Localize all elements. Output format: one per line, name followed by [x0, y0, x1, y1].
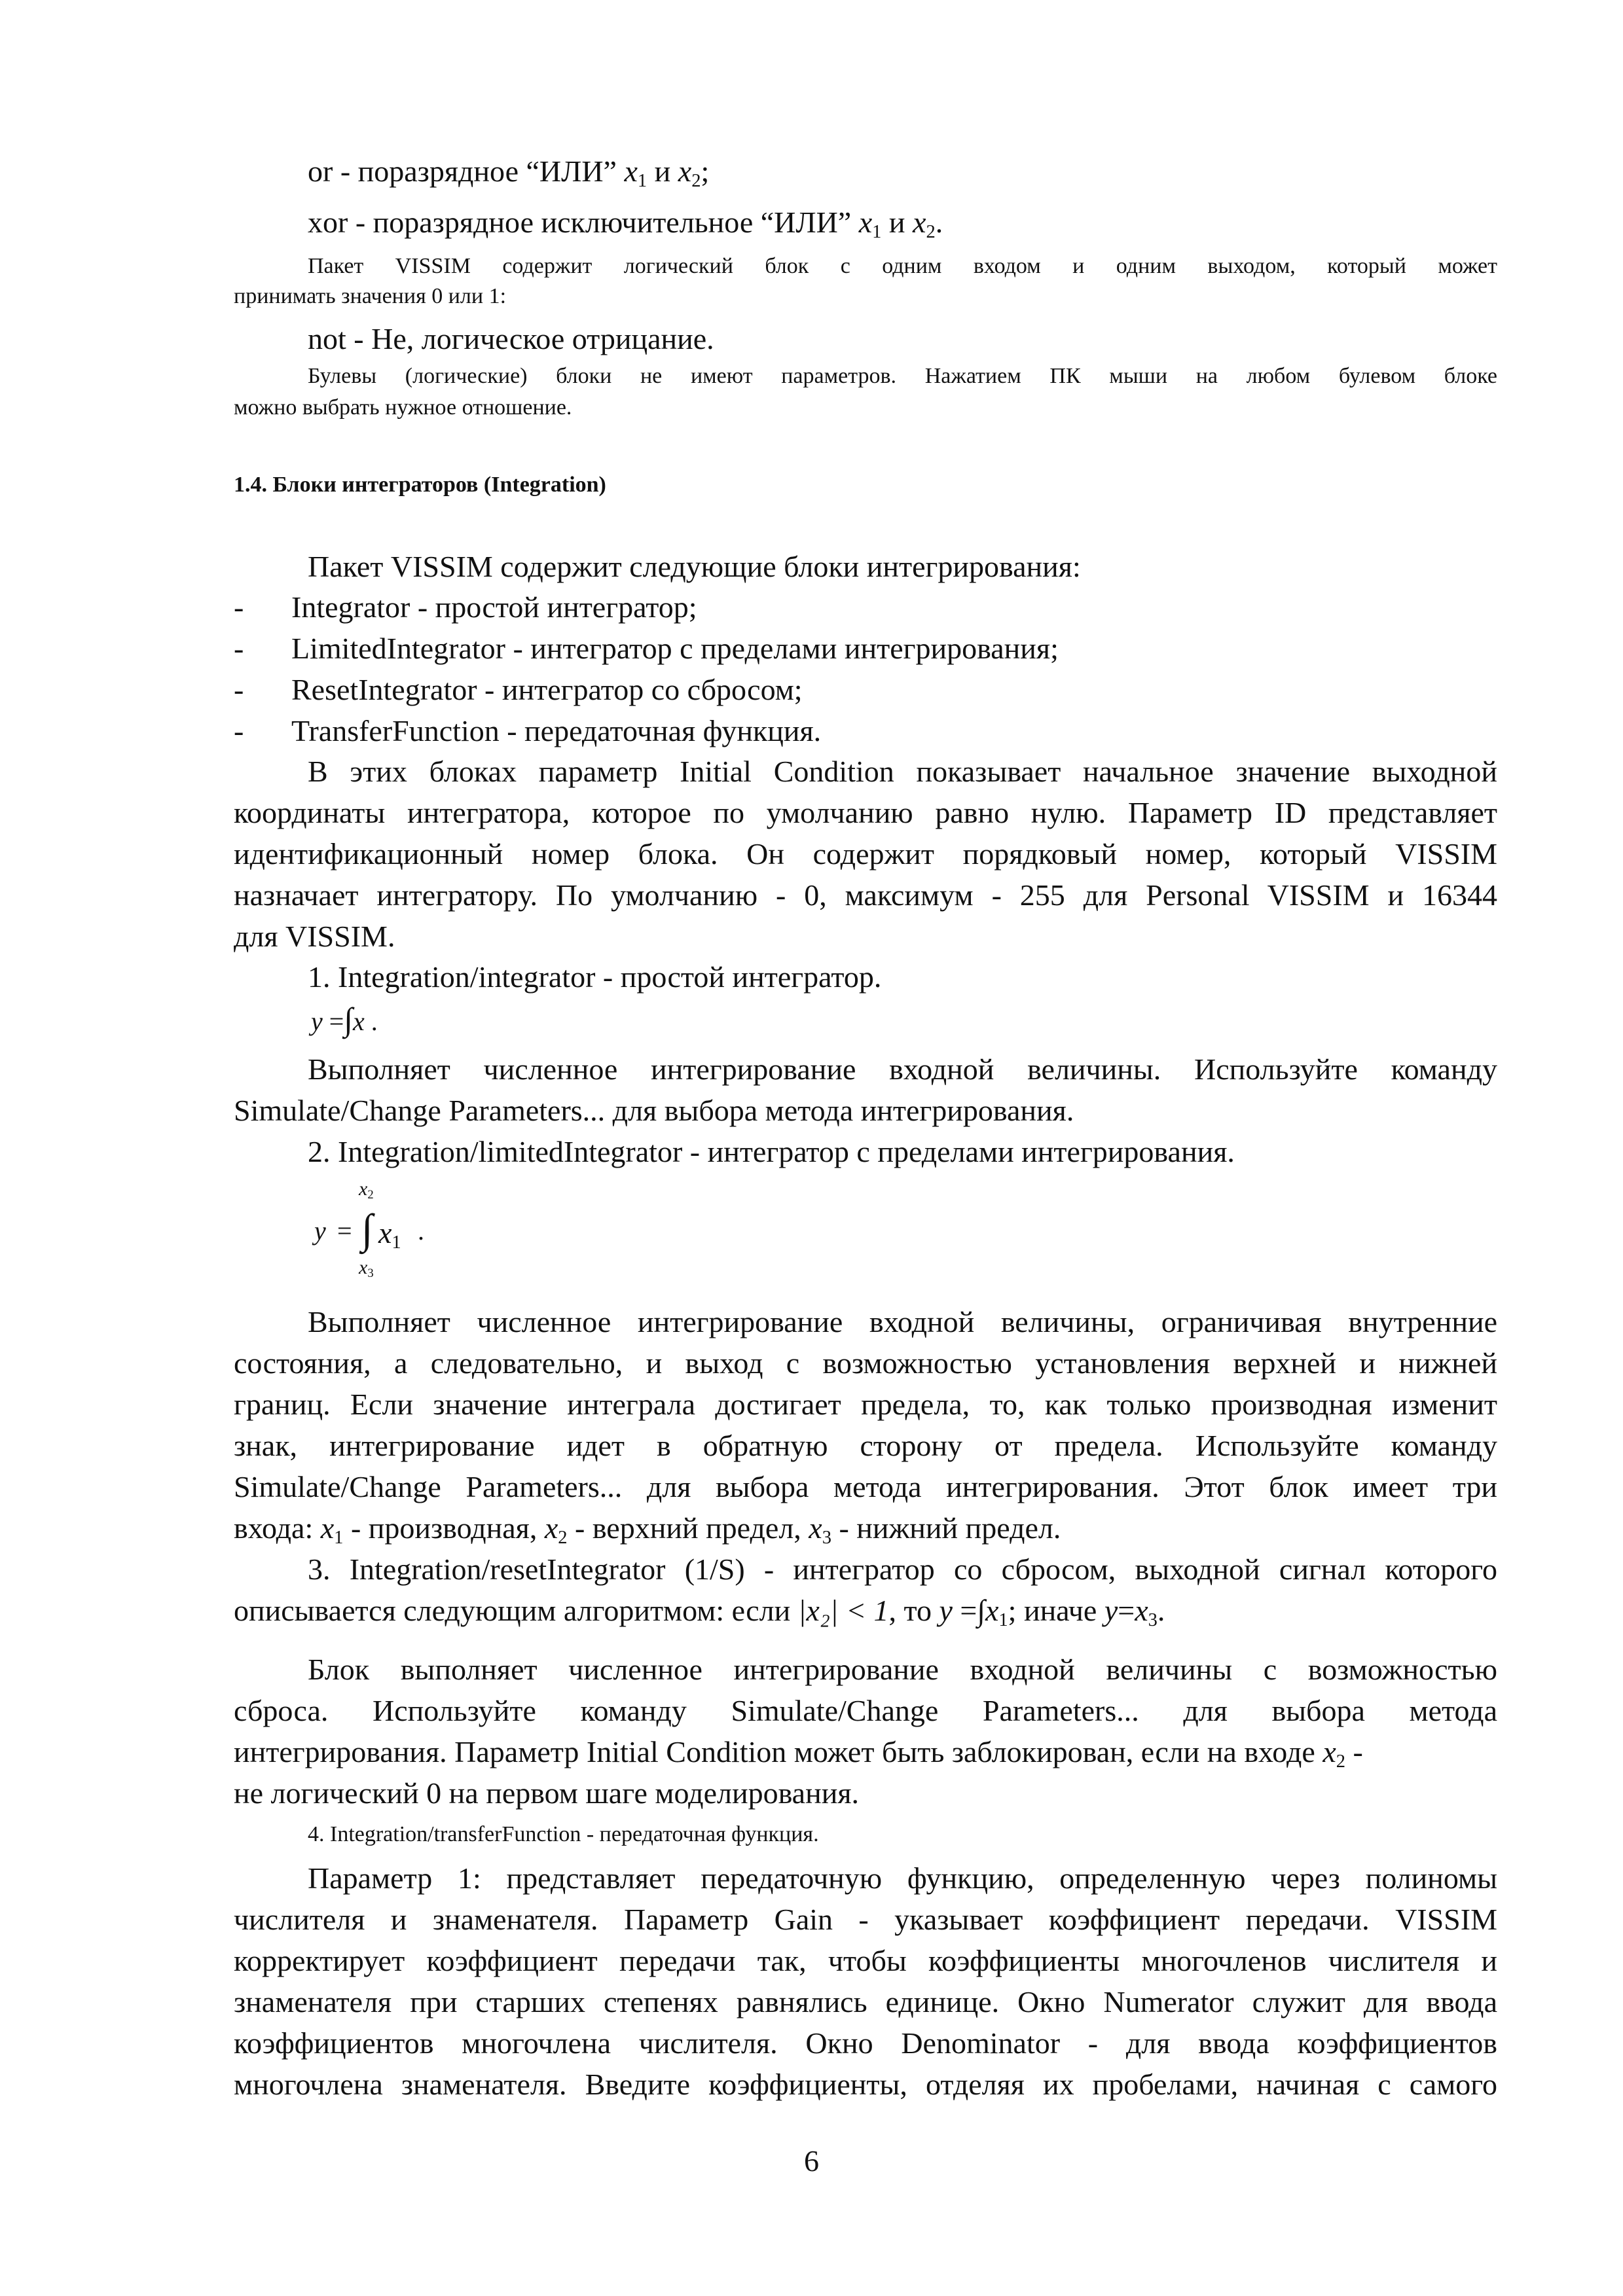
paragraph-line: Выполняет численное интегрирование входной величины, ограничивая внутренние — [308, 1305, 1497, 1338]
paragraph-line: сброса. Используйте команду Simulate/Change Parameters... для выбора метода — [234, 1694, 1497, 1727]
f2-x-sub: 1 — [392, 1232, 401, 1253]
dash: - — [1353, 1735, 1363, 1768]
semicolon: ; — [701, 154, 710, 188]
var-x1: x — [858, 206, 873, 239]
logic-block-text-1: Пакет VISSIM содержит логический блок с одним входом и одним выходом, который может — [308, 254, 1497, 278]
bullet-item: ResetIntegrator - интегратор со сбросом; — [291, 673, 803, 706]
var-x2: x — [544, 1511, 558, 1545]
paragraph-line: корректирует коэффициент передачи так, чтобы коэффициенты многочленов числителя и — [234, 1944, 1497, 1977]
formula-1 — [311, 999, 1575, 1039]
sub-2: 2 — [691, 170, 701, 191]
var-x2: x — [678, 154, 692, 188]
input-upper: - верхний предел, — [575, 1511, 801, 1545]
section-heading: 1.4. Блоки интеграторов (Integration) — [234, 473, 606, 497]
initial-condition-text: интегрирования. Параметр Initial Condition может быть заблокирован, если на входе — [234, 1735, 1315, 1768]
f4-y: y — [1104, 1594, 1118, 1627]
sub-3: 3 — [822, 1527, 831, 1548]
input-lower: - нижний предел. — [839, 1511, 1061, 1545]
f2-y: y — [314, 1216, 326, 1246]
integral-sign: ∫ — [344, 1001, 354, 1037]
algorithm-text: описывается следующим алгоритмом: если — [234, 1594, 791, 1627]
paragraph-line: числителя и знаменателя. Параметр Gain - указывает коэффициент передачи. VISSIM — [234, 1903, 1497, 1936]
reset-formula — [939, 1594, 1008, 1630]
paragraph-line: для VISSIM. — [234, 920, 395, 953]
f1-eq: = — [329, 1007, 344, 1036]
xor-line — [308, 203, 1571, 242]
f2-upper — [359, 1178, 374, 1206]
paragraph-line: не логический 0 на первом шаге моделирования. — [234, 1776, 859, 1810]
then-word: , то — [888, 1594, 932, 1627]
paragraph-line: координаты интегратора, которое по умолчанию равно нулю. Параметр ID представляет — [234, 796, 1497, 829]
var-x1: x — [624, 154, 638, 188]
var-x1: x — [320, 1511, 335, 1545]
bullet-dash: - — [234, 632, 244, 665]
paragraph-line: Simulate/Change Parameters... для выбора метода интегрирования. — [234, 1094, 1074, 1127]
paragraph-line: состояния, а следовательно, и выход с возможностью установления верхней и нижней — [234, 1346, 1497, 1380]
sub-1: 1 — [637, 170, 647, 191]
item-2: 2. Integration/limitedIntegrator - интегратор с пределами интегрирования. — [308, 1135, 1235, 1168]
bool-text-2: можно выбрать нужное отношение. — [234, 395, 572, 420]
f1-x: x — [353, 1007, 365, 1036]
or-text: or - поразрядное “ИЛИ” — [308, 154, 617, 188]
inputs-label: входа: — [234, 1511, 314, 1545]
input-derivative: - производная, — [350, 1511, 538, 1545]
bullet-item: TransferFunction - передаточная функция. — [291, 714, 822, 747]
bool-text-1: Булевы (логические) блоки не имеют параметров. Нажатием ПК мыши на любом булевом блоке — [308, 364, 1497, 388]
bullet-item: Integrator - простой интегратор; — [291, 590, 697, 624]
f3-x: x — [985, 1594, 999, 1627]
paragraph-line: границ. Если значение интеграла достигает предела, то, как только производная изменит — [234, 1388, 1497, 1421]
item-3-algorithm — [234, 1591, 1497, 1630]
sub-1: 1 — [334, 1527, 344, 1548]
f2-lower — [359, 1257, 374, 1285]
f2-integrand — [378, 1215, 401, 1261]
var-x2: x — [1322, 1735, 1336, 1768]
item-3: 3. Integration/resetIntegrator (1/S) - интегратор со сбросом, выходной сигнал которого — [308, 1552, 1497, 1586]
var-x2: x — [913, 206, 926, 239]
f3-y: y — [939, 1594, 953, 1627]
f2-lower-x: x — [359, 1257, 368, 1278]
and-word: и — [888, 206, 905, 239]
intro-text: Пакет VISSIM содержит следующие блоки интегрирования: — [308, 550, 1081, 583]
bullet-item: LimitedIntegrator - интегратор с пределами интегрирования; — [291, 632, 1059, 665]
not-line: not - Не, логическое отрицание. — [308, 322, 714, 355]
paragraph-line: назначает интегратору. По умолчанию - 0, максимум - 255 для Personal VISSIM и 16344 — [234, 878, 1497, 912]
bullet-dash: - — [234, 590, 244, 624]
paragraph-line: знак, интегрирование идет в обратную сторону от предела. Используйте команду — [234, 1429, 1497, 1462]
integral-sign: ∫ — [361, 1206, 373, 1252]
reset-else — [1104, 1594, 1158, 1630]
or-line — [308, 152, 1571, 191]
sub-1: 1 — [872, 221, 882, 242]
integral-sign: ∫ — [977, 1594, 985, 1627]
item-1: 1. Integration/integrator - простой интегратор. — [308, 960, 882, 994]
paragraph-line: В этих блоках параметр Initial Condition показывает начальное значение выходной — [308, 755, 1497, 788]
xor-text: xor - поразрядное исключительное “ИЛИ” — [308, 206, 852, 239]
f4-eq: = — [1118, 1594, 1135, 1627]
f1-y: y — [311, 1007, 323, 1036]
formula-2 — [308, 1178, 504, 1289]
sub-2: 2 — [558, 1527, 568, 1548]
paragraph-line: Блок выполняет численное интегрирование входной величины с возможностью — [308, 1653, 1497, 1686]
bullet-dash: - — [234, 673, 244, 706]
f2-upper-x: x — [359, 1178, 368, 1200]
period: . — [935, 206, 943, 239]
bullet-dash: - — [234, 714, 244, 747]
sub-2: 2 — [926, 221, 936, 242]
paragraph-line: Параметр 1: представляет передаточную функцию, определенную через полиномы — [308, 1861, 1497, 1895]
f2-lower-sub: 3 — [367, 1266, 374, 1281]
f3-eq: = — [960, 1594, 977, 1627]
f3-sub: 1 — [998, 1609, 1008, 1630]
paragraph-line — [234, 1732, 1497, 1772]
f4-sub: 3 — [1148, 1609, 1158, 1630]
and-word: и — [654, 154, 671, 188]
item-3-end: . — [1157, 1594, 1165, 1627]
paragraph-line: коэффициентов многочлена числителя. Окно Denominator - для ввода коэффициентов — [234, 2026, 1497, 2060]
inputs-line — [234, 1509, 1497, 1548]
page-number: 6 — [804, 2144, 819, 2178]
paragraph-line: идентификационный номер блока. Он содержит порядковый номер, который VISSIM — [234, 837, 1497, 870]
sub-2: 2 — [1336, 1751, 1345, 1772]
f4-x: x — [1135, 1594, 1148, 1627]
paragraph-line: знаменателя при старших степенях равнялись единице. Окно Numerator служит для ввода — [234, 1985, 1497, 2018]
item-4: 4. Integration/transferFunction - передаточная функция. — [308, 1822, 819, 1846]
f2-end: . — [418, 1216, 424, 1246]
f2-x: x — [378, 1216, 392, 1249]
else-word: ; иначе — [1008, 1594, 1097, 1627]
paragraph-line: многочлена знаменателя. Введите коэффициенты, отделяя их пробелами, начиная с самого — [234, 2068, 1497, 2101]
var-x3: x — [809, 1511, 822, 1545]
paragraph-line: Simulate/Change Parameters... для выбора метода интегрирования. Этот блок имеет три — [234, 1470, 1497, 1503]
f2-upper-sub: 2 — [367, 1188, 374, 1202]
f1-end: . — [371, 1007, 378, 1036]
paragraph-line: Выполняет численное интегрирование входной величины. Используйте команду — [308, 1052, 1497, 1086]
logic-block-text-2: принимать значения 0 или 1: — [234, 284, 507, 308]
reset-condition: |x₂| < 1 — [797, 1594, 889, 1627]
f2-eq: = — [337, 1216, 352, 1246]
